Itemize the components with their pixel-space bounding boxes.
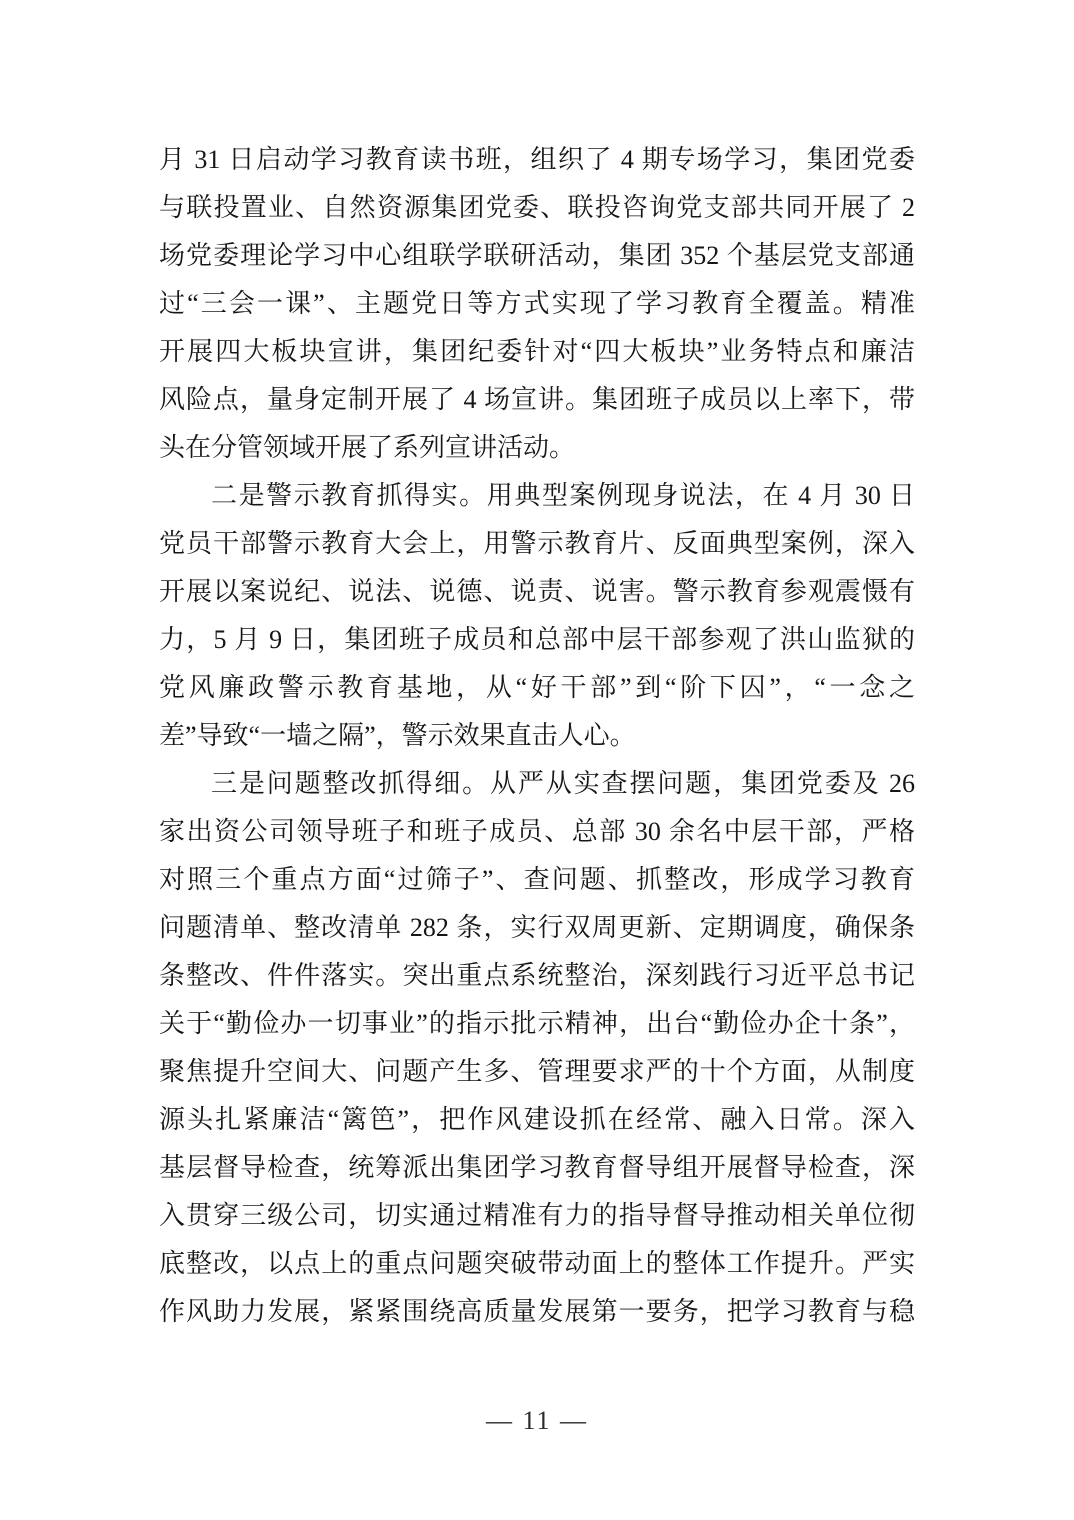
text-line: 过“三会一课”、主题党日等方式实现了学习教育全覆盖。精准 [159,289,915,318]
text-line: 场党委理论学习中心组联学联研活动，集团 352 个基层党支部通 [159,241,915,270]
text-line: 月 31 日启动学习教育读书班，组织了 4 期专场学习，集团党委 [159,145,915,174]
text-line: 三是问题整改抓得细。从严从实查摆问题，集团党委及 26 [211,769,915,798]
text-line: 与联投置业、自然资源集团党委、联投咨询党支部共同开展了 2 [159,193,915,222]
text-line: 二是警示教育抓得实。用典型案例现身说法，在 4 月 30 日 [211,481,915,510]
text-line: 党风廉政警示教育基地，从“好干部”到“阶下囚”，“一念之 [159,673,915,702]
text-line: 党员干部警示教育大会上，用警示教育片、反面典型案例，深入 [159,529,915,558]
text-line: 对照三个重点方面“过筛子”、查问题、抓整改，形成学习教育 [159,865,915,894]
paragraph-problem-rectification [159,760,915,1336]
text-line: 力，5 月 9 日，集团班子成员和总部中层干部参观了洪山监狱的 [159,625,915,654]
text-line: 问题清单、整改清单 282 条，实行双周更新、定期调度，确保条 [159,913,915,942]
text-line: 关于“勤俭办一切事业”的指示批示精神，出台“勤俭办企十条”， [159,1009,915,1038]
document-body [159,136,915,1336]
page-number: — 11 — [485,1406,589,1435]
text-line: 头在分管领域开展了系列宣讲活动。 [159,433,576,462]
text-line: 开展以案说纪、说法、说德、说责、说害。警示教育参观震慑有 [159,577,915,606]
text-line: 入贯穿三级公司，切实通过精准有力的指导督导推动相关单位彻 [159,1201,915,1230]
text-line: 风险点，量身定制开展了 4 场宣讲。集团班子成员以上率下，带 [159,385,915,414]
text-line: 条整改、件件落实。突出重点系统整治，深刻践行习近平总书记 [159,961,915,990]
paragraph-continuation [159,136,915,472]
text-line: 源头扎紧廉洁“篱笆”，把作风建设抓在经常、融入日常。深入 [159,1105,915,1134]
text-line: 家出资公司领导班子和班子成员、总部 30 余名中层干部，严格 [159,817,915,846]
text-line: 基层督导检查，统筹派出集团学习教育督导组开展督导检查，深 [159,1153,915,1182]
text-line: 差”导致“一墙之隔”，警示效果直击人心。 [159,721,636,750]
paragraph-warning-education [159,472,915,760]
text-line: 开展四大板块宣讲，集团纪委针对“四大板块”业务特点和廉洁 [159,337,915,366]
text-line: 聚焦提升空间大、问题产生多、管理要求严的十个方面，从制度 [159,1057,915,1086]
text-line: 作风助力发展，紧紧围绕高质量发展第一要务，把学习教育与稳 [159,1297,915,1326]
text-line: 底整改，以点上的重点问题突破带动面上的整体工作提升。严实 [159,1249,915,1278]
